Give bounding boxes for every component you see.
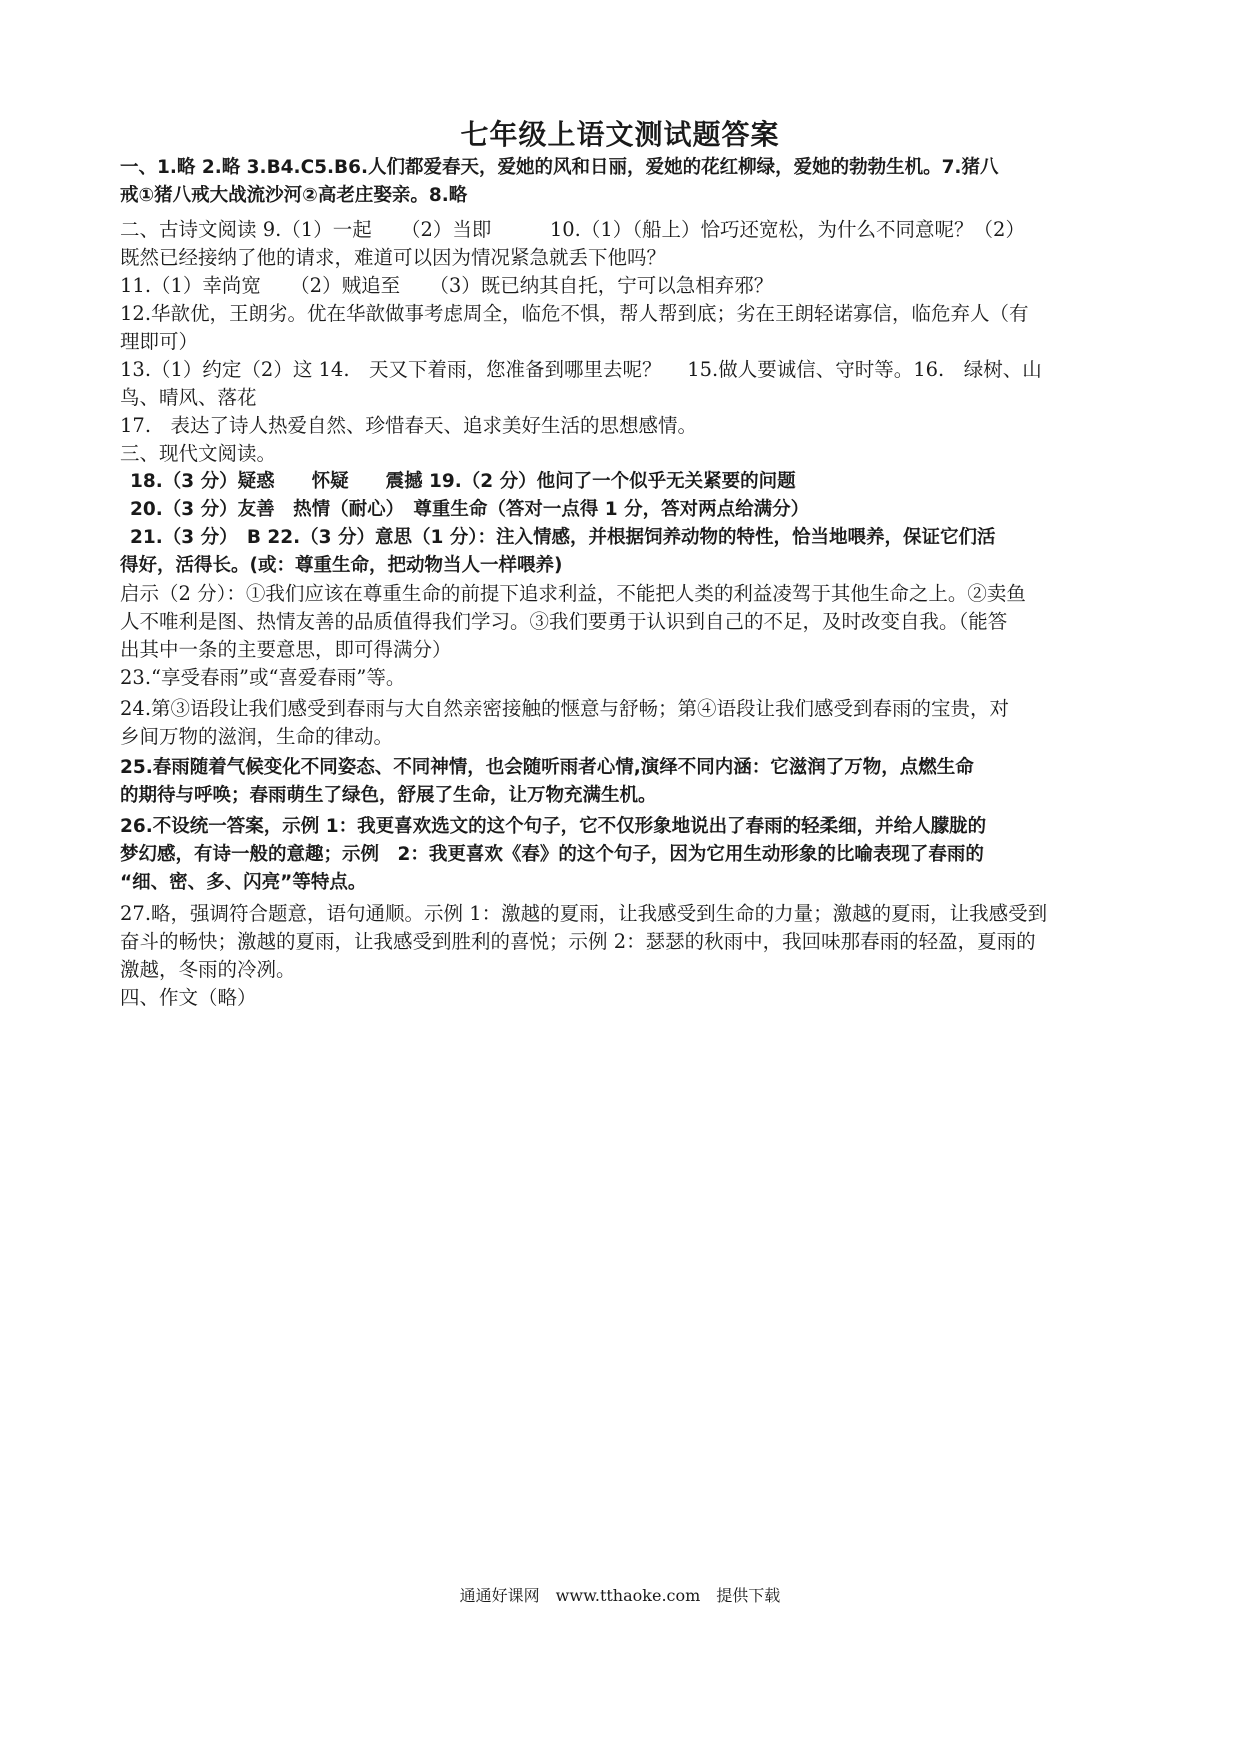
answer-line-1: 一、1.略 2.略 3.B4.C5.B6.人们都爱春天，爱她的风和日丽，爱她的花红柳绿，爱她的勃勃生机。7.猪八	[120, 157, 999, 178]
answer-line-3: 二、古诗文阅读 9.（1）一起 （2）当即 10.（1）（船上）恰巧还宽松，为什么不同意呢？（2）	[120, 218, 1025, 241]
answer-line-22: 25.春雨随着气候变化不同姿态、不同神情，也会随听雨者心情,演绎不同内涵：它滋润了万物，点燃生命	[120, 757, 974, 778]
answer-line-8: 13.（1）约定（2）这 14. 天又下着雨，您准备到哪里去呢？ 15.做人要诚信、守时等。16. 绿树、山	[120, 358, 1042, 381]
answer-line-4: 既然已经接纳了他的请求，难道可以因为情况紧急就丢下他吗？	[120, 246, 667, 269]
answer-line-9: 鸟、晴风、落花	[120, 386, 257, 409]
answer-line-10: 17. 表达了诗人热爱自然、珍惜春天、追求美好生活的思想感情。	[120, 414, 698, 437]
answer-line-17: 人不唯利是图、热情友善的品质值得我们学习。③我们要勇于认识到自己的不足，及时改变自我。（能答	[120, 610, 1008, 633]
answer-line-11: 三、现代文阅读。	[120, 442, 277, 465]
answer-line-28: 奋斗的畅快；激越的夏雨，让我感受到胜利的喜悦；示例 2：瑟瑟的秋雨中，我回味那春雨的轻盈，夏雨的	[120, 930, 1036, 953]
answer-line-2: 戒①猪八戒大战流沙河②高老庄娶亲。8.略	[120, 185, 468, 206]
answer-line-5: 11.（1）幸尚宽 （2）贼追至 （3）既已纳其自托，宁可以急相弃邪？	[120, 274, 774, 297]
answer-line-12: 18.（3 分）疑惑 怀疑 震撼 19.（2 分）他问了一个似乎无关紧要的问题	[130, 471, 796, 492]
answer-line-24: 26.不设统一答案，示例 1：我更喜欢选文的这个句子，它不仅形象地说出了春雨的轻柔细，并给人朦胧的	[120, 816, 987, 837]
answer-line-14: 21.（3 分） B 22.（3 分）意思（1 分）：注入情感，并根据饲养动物的特性，恰当地喂养，保证它们活	[130, 527, 996, 548]
answer-line-25: 梦幻感，有诗一般的意趣；示例 2：我更喜欢《春》的这个句子，因为它用生动形象的比喻表现了春雨的	[120, 844, 984, 865]
answer-line-20: 24.第③语段让我们感受到春雨与大自然亲密接触的惬意与舒畅；第④语段让我们感受到春雨的宝贵，对	[120, 697, 1010, 720]
answer-line-19: 23.“享受春雨”或“喜爱春雨”等。	[120, 666, 406, 689]
answer-line-6: 12.华歆优，王朗劣。优在华歆做事考虑周全，临危不惧，帮人帮到底；劣在王朗轻诺寡信，临危弃人（有	[120, 302, 1029, 325]
page-title: 七年级上语文测试题答案	[460, 118, 780, 151]
answer-line-30: 四、作文（略）	[120, 986, 257, 1009]
answer-line-26: “细、密、多、闪亮”等特点。	[120, 872, 367, 893]
answer-line-27: 27.略，强调符合题意，语句通顺。示例 1：激越的夏雨，让我感受到生命的力量；激越的夏雨，让我感受到	[120, 902, 1048, 925]
answer-line-16: 启示（2 分）：①我们应该在尊重生命的前提下追求利益，不能把人类的利益凌驾于其他生命之上。②卖鱼	[120, 582, 1026, 605]
answer-body	[120, 154, 1130, 1012]
answer-line-29: 激越，冬雨的冷冽。	[120, 958, 296, 981]
page-footer: 通通好课网 www.tthaoke.com 提供下载	[459, 1586, 781, 1605]
answer-line-18: 出其中一条的主要意思，即可得满分）	[120, 638, 452, 661]
answer-line-23: 的期待与呼唤；春雨萌生了绿色，舒展了生命，让万物充满生机。	[120, 785, 657, 806]
answer-line-7: 理即可）	[120, 330, 199, 353]
answer-line-15: 得好，活得长。(或：尊重生命，把动物当人一样喂养)	[120, 555, 563, 576]
answer-line-13: 20.（3 分）友善 热情（耐心） 尊重生命（答对一点得 1 分，答对两点给满分）	[130, 499, 810, 520]
answer-line-21: 乡间万物的滋润，生命的律动。	[120, 725, 394, 748]
